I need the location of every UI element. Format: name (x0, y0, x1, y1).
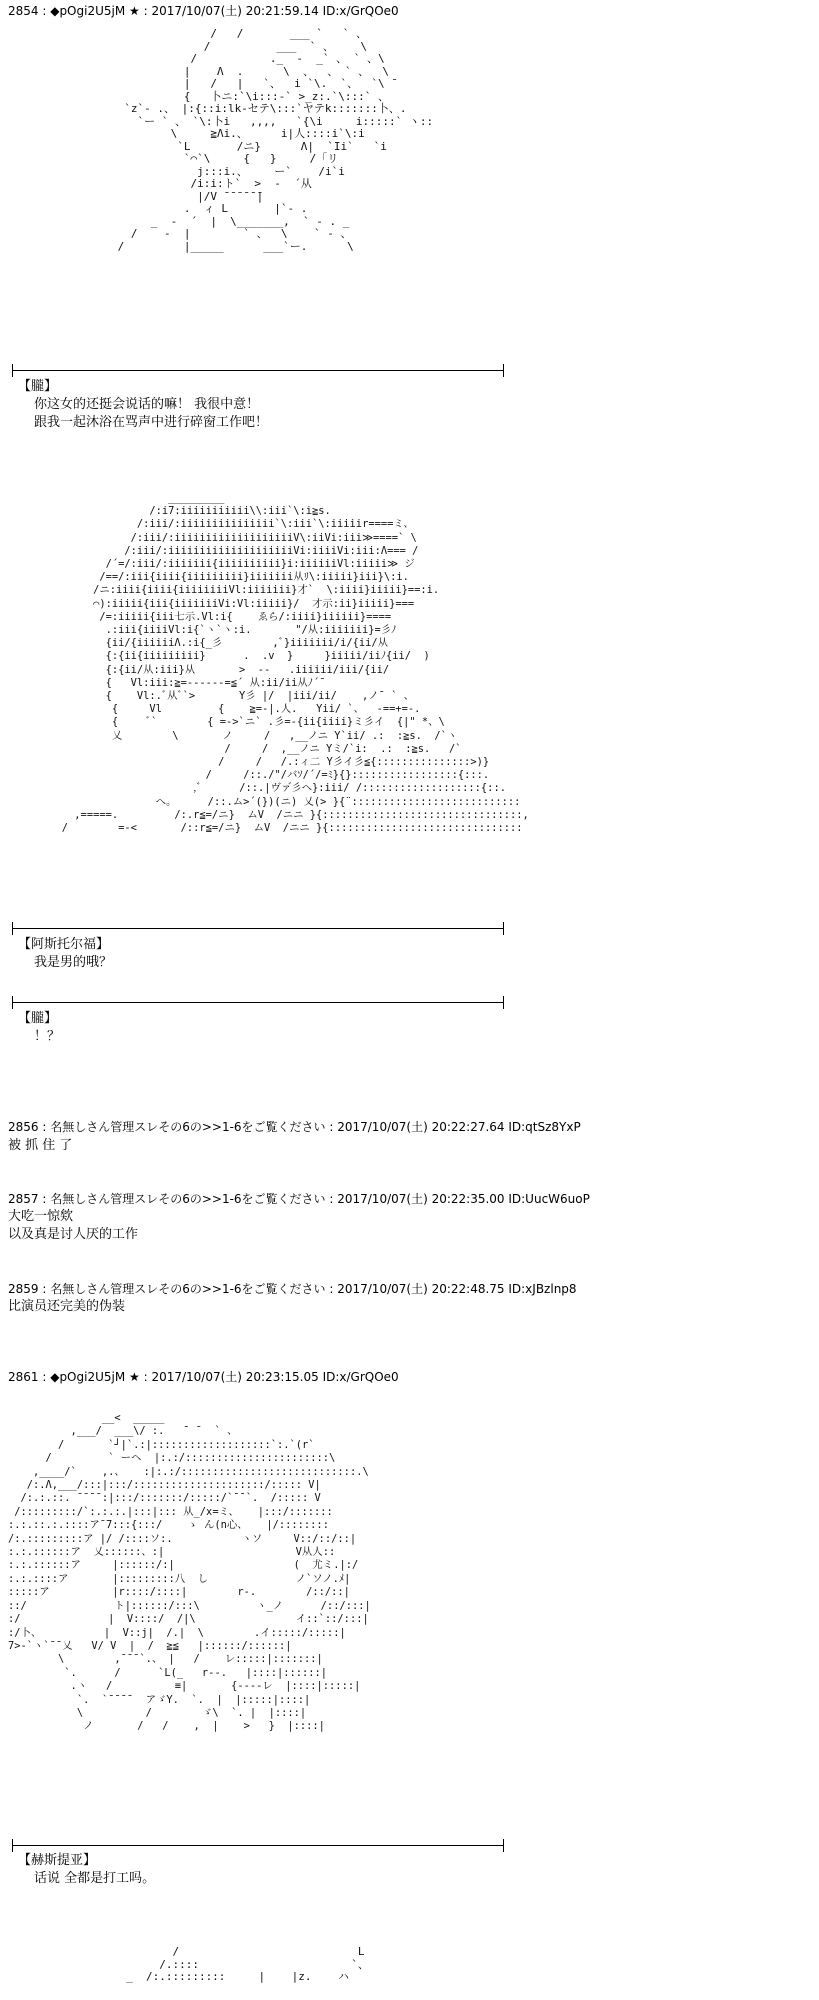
reply-text: 比演员还完美的伪装 (8, 1299, 126, 1314)
speaker-name: 【朧】 (18, 379, 58, 394)
post-header: 2859 : 名無しさん管理スレその6の>>1-6をご覧ください : 2017/10/07(土) 20:22:48.75 ID:xJBzlnp8 (8, 1282, 577, 1296)
post-header: 2856 : 名無しさん管理スレその6の>>1-6をご覧ください : 2017/10/07(土) 20:22:27.64 ID:qtSz8YxP (8, 1120, 581, 1134)
dialogue-line: ！？ (34, 1029, 61, 1044)
speaker-name: 【赫斯提亚】 (18, 1853, 97, 1868)
ascii-art: __< _____ ,___/ ___\/ :. ¯ ¯ ` 、 / `┘|`.:|:::::::::::::::::::`:.`(r` / ` ーヘ |:.:/:::::::::::::::::::::::\ ,____/` ,.、 :|:.:/::::::::::::::::::::::::::::.\ /:.Λ,___/:::|:::/:::::::::::::::::::::/::::: V| /:.:.::. ¯¯¯¯:|:::/:::::::/:::::/`¯¯`. /::::: V /:::::::::/`:.:.:.|:::|::: 从_/x=ミ、 |:::/::::::: :.:.::.:.::::ア¯7:::{:::/ ゝ ん(n心、 |/:::::::: /:.:::::::::ア |/ /::::ソ:. ヽソ V::/::/::| :.:.::::::ア 乂::::::、:| V从人:: :.:.::::::ア |::::::/:| ( 尤ミ.|:/ :.:.::::ア |:::::::::八 し ノ`ソノ.ﾒ| :::::ア |r::::/::::| r-. /::/::| ::/ ト|::::::/:::\ ヽ_ノ /::/:::| :/ | V::::/ /|\ イ::`::/:::| :/卜、 | V::j| /.| \ .イ:::::/:::::| 7>-`ヽ`¯¯乂 V/ V | / ≧≦ |::::::/::::::| \ ,¯¯¯`.、 | / レ:::::|:::::::| `. / `L(_ r--. |::::|::::::| .ヽ / ≡| {----レ |::::|:::::| `. `¯¯¯¯ アゞY. `. | |:::::|::::| \ / ゞ\ `. | |::::| ノ / / , | > } |::::| (8, 1412, 371, 1733)
ascii-art: _________ /:i7:iiiiiiiiiii\\:iii`\:i≧s. /:iii/:iiiiiiiiiiiiiii`\:iii`\:iiiiir====ミ、 /:iii/:iiiiiiiiiiiiiiiiiiiV\:iiVi:iii≫====` \ /:iii/:iiiiiiiiiiiiiiiiiiiiVi:iiiiVi:iii:Λ=== / /´=/:iii/:iiiiiii{iiiiiiiiii}i:iiiiiiVl:iiiii≫ ジ /==/:iii{iiii{iiiiiiiii}iiiiiii从ﾘ\:iiiii}iii}\:i. /ニ:iiii{iiii{iiiiiiiiVl:iiiiiii}才` \:iiii}iiiii}==:i. ⌒):iiiii{iii{iiiiiiiVi:Vl:iiiii}/ 才示:ii}iiiii}=== /=:iiiii{iii七示.Vl:i{ ゑら/:iiii}iiiiii}==== .:iii{iiiiVl:i{`ヽ`ヽ:i. "/从:iiiiiii}=彡ﾉ {ii/{iiiiiiΛ.:i{_彡 ,ﾞ}iiiiiii/i/{ii/从 {:{ii{iiiiiiiii} . .v } }iiiii/iiﾉ{ii/ ) {:{ii/从:iii}从 > -- .iiiiii/iii/{ii/ { Vl:iii:≧=------=≦´ 从:ii/ii从ﾉ´¯ { Vl:.ﾞ从ﾞ`> Y彡 |/ |iii/ii/ ,ノ¯ ` 、 { Vl { ≧=-|.人. Yii/ `、 -==+=-. { ﾞ` { =->`ニ` .彡=-{ii{iiii}ミ彡イ {|" *、\ 乂 \ ノ / ,__ノニ Y`ii/ .: :≧s. /`ヽ / / ,__ノニ Yミ/`i: .: :≧s. /` / / /.:ィ二 Y彡イ彡≦{:::::::::::::::>)} / /::./"/バｿ/´/=ﾐ}{}:::::::::::::::::{:::. ,ﾞ /::.|ヴァ゙彡へ}:iii/ /:::::::::::::::::::{::. へ。 /::.ム>´(})(ニ) 乂(> }{¨::::::::::::::::::::::::::: ,=====. /:.r≦=/ニ} ムV /ニニ }{::::::::::::::::::::::::::::::::, / =-< /::r≦=/ニ} ムV /ニニ }{::::::::::::::::::::::::::::::: (61, 492, 529, 835)
reply-text: 被 抓 住 了 (8, 1138, 73, 1153)
divider (12, 1002, 504, 1003)
speaker-name: 【朧】 (18, 1011, 58, 1026)
post-header: 2857 : 名無しさん管理スレその6の>>1-6をご覧ください : 2017/10/07(土) 20:22:35.00 ID:UucW6uoP (8, 1192, 590, 1206)
reply-text: 大吃一惊欸 (8, 1209, 74, 1224)
post-header: 2854 : ◆pOgi2U5jM ★ : 2017/10/07(土) 20:21:59.14 ID:x/GrQOe0 (8, 4, 399, 18)
post-header: 2861 : ◆pOgi2U5jM ★ : 2017/10/07(土) 20:23:15.05 ID:x/GrQOe0 (8, 1370, 399, 1384)
dialogue-line: 跟我一起沐浴在骂声中进行碎窗工作吧！ (34, 415, 269, 430)
divider (12, 928, 504, 929)
dialogue-line: 话说 全都是打工吗。 (34, 1871, 156, 1886)
speaker-name: 【阿斯托尔福】 (18, 937, 110, 952)
ascii-art: / / ___ ` ` 、 / ___ ` 、 \ / ._ - _` 、 ` 、\ | Λ . \ 、 、 ` 、 \ | / | `、 i `\. `、 `\ ¯ { 卜ニ:`\i:::‐` >_z:.`\:::` 、 `z`‐ .、 |:{::i:lk‐セテ\:::`ヤテk:::::::卜、. `ー ` 、 `\:卜i ,,,, `{\i i:::::` ヽ:: \ ≧Λi.、 i|人::::i`\:i `L /ニ} Λ| `Ιi` `i `⌒`\ { } /「リ j:::i.、 ー` /i`i /i:i:ト` > - ´从 |/V ̄ ̄ ̄ ̄ ̄ ̄| . ィ L |`‐ . _ - ´ | \_______, ` ‐ . _ / ‐ | ` 、 \ ` ‐ 、 / |_____ ___`ー. \ (117, 27, 434, 253)
divider (12, 1845, 504, 1846)
dialogue-line: 你这女的还挺会说话的嘛！ 我很中意！ (34, 397, 260, 412)
divider (12, 370, 504, 371)
ascii-art: / L /.:::: `、 _ /:.::::::::: | |z. ハ (126, 1945, 369, 1983)
reply-text: 以及真是讨人厌的工作 (8, 1227, 139, 1242)
dialogue-line: 我是男的哦？ (34, 955, 113, 970)
